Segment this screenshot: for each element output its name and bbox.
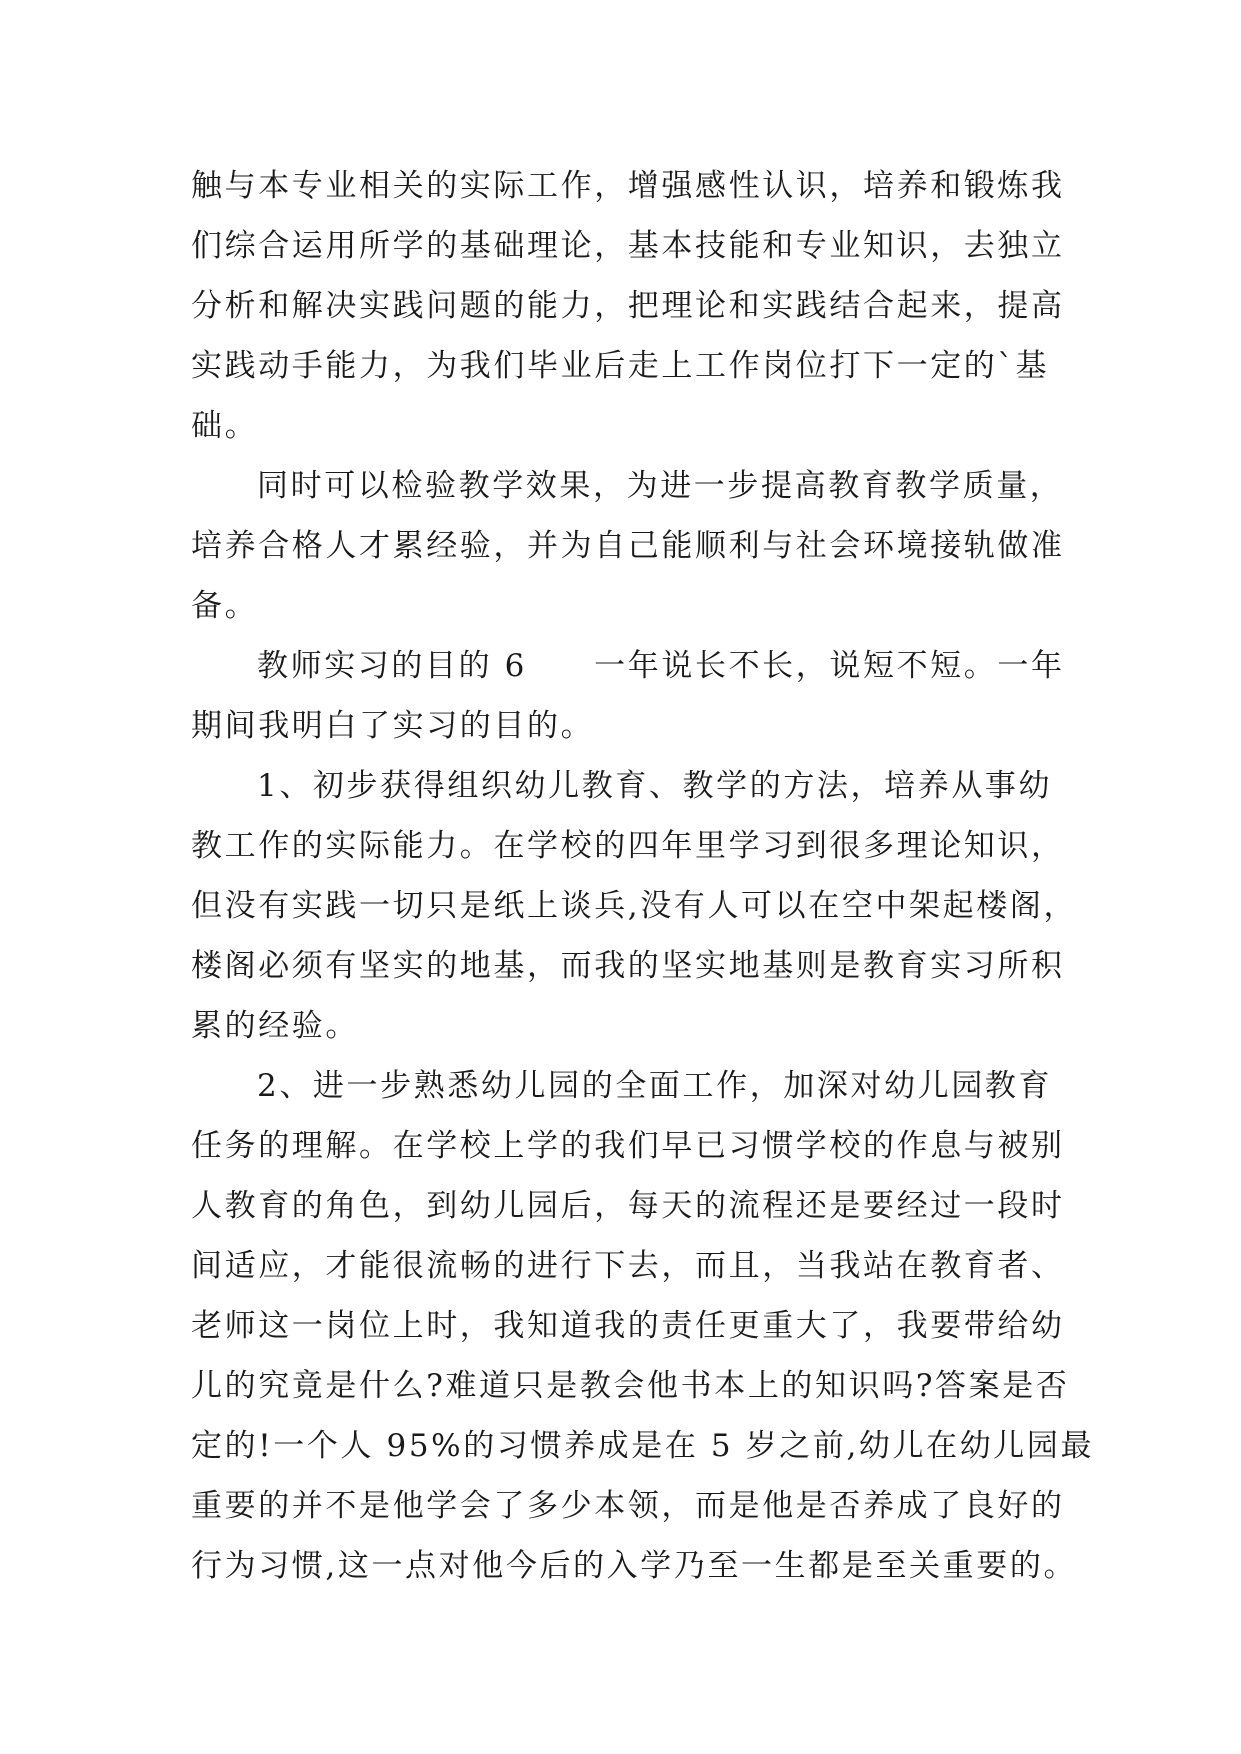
text-line: 触与本专业相关的实际工作，增强感性认识，培养和锻炼我 — [191, 168, 1065, 204]
text-line: 重要的并不是他学会了多少本领，而是他是否养成了良好的 — [191, 1488, 1065, 1524]
text-line: 老师这一岗位上时，我知道我的责任更重大了，我要带给幼 — [191, 1308, 1065, 1344]
paragraph-first-line: 教师实习的目的 6 一年说长不长，说短不短。一年 — [257, 648, 1065, 684]
text-line: 定的!一个人 95%的习惯养成是在 5 岁之前,幼儿在幼儿园最 — [191, 1428, 1095, 1464]
text-line: 分析和解决实践问题的能力，把理论和实践结合起来，提高 — [191, 288, 1065, 324]
text-line: 人教育的角色，到幼儿园后，每天的流程还是要经过一段时 — [191, 1188, 1065, 1224]
text-line: 儿的究竟是什么?难道只是教会他书本上的知识吗?答案是否 — [191, 1368, 1070, 1404]
text-line: 任务的理解。在学校上学的我们早已习惯学校的作息与被别 — [191, 1128, 1065, 1164]
text-line: 期间我明白了实习的目的。 — [191, 708, 595, 744]
text-line: 累的经验。 — [191, 1008, 359, 1044]
text-line: 行为习惯,这一点对他今后的入学乃至一生都是至关重要的。 — [191, 1548, 1078, 1584]
text-line: 教工作的实际能力。在学校的四年里学习到很多理论知识， — [191, 828, 1065, 864]
text-line: 实践动手能力，为我们毕业后走上工作岗位打下一定的`基 — [191, 348, 1050, 384]
document-body — [191, 156, 1095, 1596]
list-item-2-first-line: 2、进一步熟悉幼儿园的全面工作，加深对幼儿园教育 — [257, 1068, 1053, 1104]
text-line: 但没有实践一切只是纸上谈兵,没有人可以在空中架起楼阁， — [191, 888, 1078, 924]
list-item-1-first-line: 1、初步获得组织幼儿教育、教学的方法，培养从事幼 — [257, 768, 1053, 804]
text-line: 备。 — [191, 588, 259, 624]
paragraph-first-line: 同时可以检验教学效果，为进一步提高教育教学质量， — [257, 468, 1064, 504]
text-line: 们综合运用所学的基础理论，基本技能和专业知识，去独立 — [191, 228, 1065, 264]
text-line: 间适应，才能很流畅的进行下去，而且，当我站在教育者、 — [191, 1248, 1065, 1284]
text-line: 培养合格人才累经验，并为自己能顺利与社会环境接轨做准 — [191, 528, 1065, 564]
text-line: 楼阁必须有坚实的地基，而我的坚实地基则是教育实习所积 — [191, 948, 1065, 984]
text-line: 础。 — [191, 408, 259, 444]
